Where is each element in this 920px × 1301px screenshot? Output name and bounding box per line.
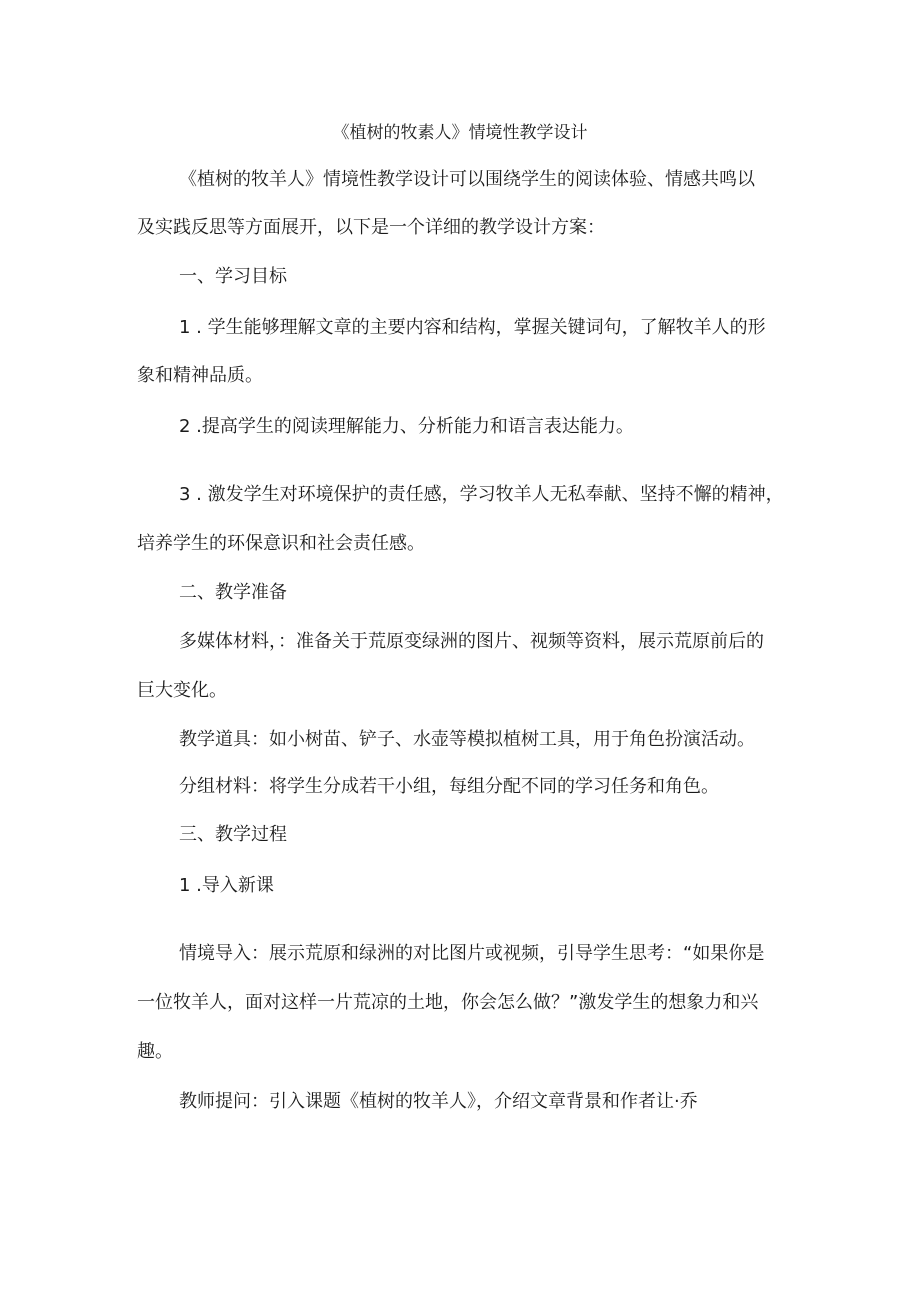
- section-heading-learning-goals: 一、学习目标: [179, 266, 287, 287]
- multimedia-materials-line-2: 巨大变化。: [137, 680, 227, 701]
- intro-paragraph-line-2: 及实践反思等方面展开，以下是一个详细的教学设计方案：: [137, 217, 605, 238]
- goal-1-line-1: 1 . 学生能够理解文章的主要内容和结构，掌握关键词句，了解牧羊人的形: [179, 317, 766, 338]
- multimedia-materials-line-1: 多媒体材料，：准备关于荒原变绿洲的图片、视频等资料，展示荒原前后的: [179, 631, 764, 652]
- goal-3-line-1: 3 . 激发学生对环境保护的责任感，学习牧羊人无私奉献、坚持不懈的精神，: [179, 484, 784, 505]
- section-heading-teaching-process: 三、教学过程: [179, 824, 287, 845]
- group-materials: 分组材料：将学生分成若干小组，每组分配不同的学习任务和角色。: [179, 776, 719, 797]
- section-heading-teaching-preparation: 二、教学准备: [179, 582, 287, 603]
- goal-1-line-2: 象和精神品质。: [137, 365, 263, 386]
- scenario-intro-line-1: 情境导入：展示荒原和绿洲的对比图片或视频，引导学生思考：“如果你是: [179, 943, 765, 964]
- scenario-intro-line-2: 一位牧羊人，面对这样一片荒凉的土地，你会怎么做？”激发学生的想象力和兴: [137, 992, 759, 1013]
- goal-3-line-2: 培养学生的环保意识和社会责任感。: [137, 533, 425, 554]
- step-1-heading: 1 .导入新课: [179, 875, 274, 896]
- teaching-props: 教学道具：如小树苗、铲子、水壶等模拟植树工具，用于角色扮演活动。: [179, 729, 755, 750]
- intro-paragraph-line-1: 《植树的牧羊人》情境性教学设计可以围绕学生的阅读体验、情感共鸣以: [179, 169, 755, 190]
- goal-2: 2 .提高学生的阅读理解能力、分析能力和语言表达能力。: [179, 416, 634, 437]
- document-title: 《植树的牧素人》情境性教学设计: [332, 123, 588, 143]
- teacher-question: 教师提问：引入课题《植树的牧羊人》，介绍文章背景和作者让·乔: [179, 1091, 698, 1112]
- scenario-intro-line-3: 趣。: [137, 1041, 173, 1062]
